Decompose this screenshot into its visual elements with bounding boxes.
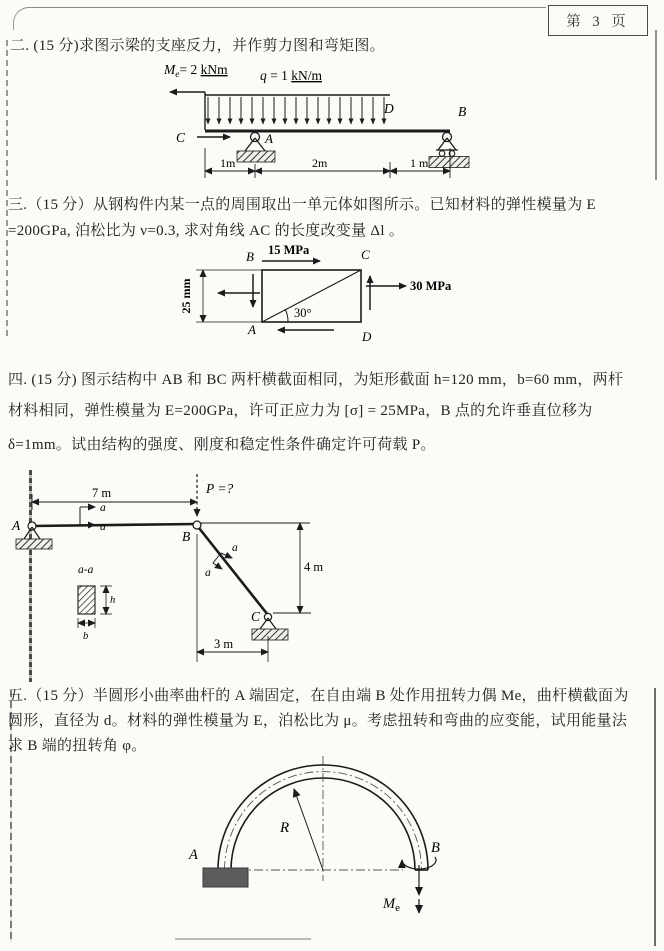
problem3-line2: =200GPa, 泊松比为 ν=0.3, 求对角线 AC 的长度改变量 Δl 。 bbox=[8, 223, 405, 239]
label-B: B bbox=[182, 529, 191, 544]
dim-2m: 2m bbox=[312, 156, 328, 170]
diagonal-AC bbox=[262, 270, 361, 322]
curved-bar-diagram bbox=[163, 753, 508, 950]
label-A: A bbox=[248, 322, 256, 337]
label-B: B bbox=[246, 249, 254, 264]
page-number-box bbox=[548, 5, 648, 36]
radius-line bbox=[294, 789, 323, 870]
page-border-top bbox=[13, 7, 546, 30]
problem4-line2: 材料相同，弹性模量为 E=200GPa，许可正应力为 [σ] = 25MPa，B 点的允许垂直位移为 bbox=[8, 403, 593, 419]
dim-7m: 7 m bbox=[92, 486, 112, 500]
page-border-right-upper bbox=[655, 30, 657, 180]
label-C: C bbox=[251, 609, 261, 624]
sec-h-label: h bbox=[110, 595, 116, 606]
problem5-line3: 求 B 端的扭转角 φ。 bbox=[8, 738, 147, 754]
load-label: q = 1 kN/m bbox=[260, 68, 323, 83]
label-D: D bbox=[362, 329, 372, 344]
torque-label: $M_e$ bbox=[383, 896, 400, 914]
section-b-dim bbox=[78, 618, 95, 628]
label-C: C bbox=[176, 130, 186, 145]
problem2-title: 二. (15 分)求图示梁的支座反力，并作剪力图和弯矩图。 bbox=[10, 38, 385, 54]
label-B: B bbox=[431, 840, 440, 856]
top-stress-label: 15 MPa bbox=[268, 243, 310, 257]
angle-label: 30° bbox=[294, 306, 312, 320]
page-border-right-lower bbox=[654, 688, 656, 946]
label-A: A bbox=[189, 847, 198, 863]
problem5-text bbox=[8, 684, 629, 755]
label-B: B bbox=[458, 104, 467, 119]
load-label: P =? bbox=[206, 481, 234, 496]
beam-diagram bbox=[148, 58, 520, 186]
section-title: a-a bbox=[78, 564, 94, 576]
scan-streak-left-upper bbox=[6, 40, 8, 340]
angle-arc bbox=[285, 309, 288, 322]
problem5-line1: 五.（15 分）半圆形小曲率曲杆的 A 端固定，在自由端 B 处作用扭转力偶 Me，曲杆横截面为 bbox=[8, 688, 629, 704]
problem4-line1: 四. (15 分) 图示结构中 AB 和 BC 两杆横截面相同，为矩形截面 h=120 mm，b=60 mm，两杆 bbox=[8, 372, 624, 388]
problem4-line3: δ=1mm。试由结构的强度、刚度和稳定性条件确定许可荷载 P。 bbox=[8, 437, 436, 453]
dim-1m: 1m bbox=[220, 156, 236, 170]
section-marks-AB bbox=[80, 507, 95, 525]
section-mark-a2: a bbox=[100, 521, 106, 533]
moment-label: $M_e= 2$ kNm bbox=[164, 62, 228, 80]
support-B bbox=[429, 133, 469, 168]
problem4-text bbox=[8, 368, 623, 454]
label-C: C bbox=[361, 247, 370, 262]
dim-1m-right: 1 m bbox=[410, 156, 429, 170]
label-A: A bbox=[12, 518, 21, 533]
distributed-load-arrows bbox=[208, 97, 384, 124]
radius-label: R bbox=[280, 820, 290, 836]
problem5-line2: 圆形，直径为 d。材料的弹性模量为 E，泊松比为 μ。考虑扭转和弯曲的应变能，试用能量法 bbox=[8, 713, 628, 729]
stress-element-diagram bbox=[168, 243, 468, 361]
right-stress-label: 30 MPa bbox=[410, 279, 452, 293]
section-mark-a3: a bbox=[232, 542, 238, 554]
problem3-line1: 三.（15 分）从钢构件内某一点的周围取出一单元体如图所示。已知材料的弹性模量为 E bbox=[8, 197, 597, 213]
height-dimension bbox=[196, 270, 262, 322]
bar-AB bbox=[32, 524, 197, 526]
problem3-text bbox=[8, 193, 596, 245]
sec-b-label: b bbox=[83, 631, 89, 642]
section-mark-a1: a bbox=[100, 502, 106, 514]
fixed-support-A bbox=[203, 868, 248, 887]
dim-3m: 3 m bbox=[214, 637, 234, 651]
structure-diagram bbox=[8, 468, 353, 683]
section-detail-rect bbox=[78, 586, 95, 614]
section-mark-a4: a bbox=[205, 567, 211, 579]
height-dim-label: 25 mm bbox=[179, 278, 193, 314]
label-D: D bbox=[384, 101, 394, 116]
label-A: A bbox=[265, 131, 273, 146]
page-number: 第 3 页 bbox=[566, 14, 630, 30]
dim-4m: 4 m bbox=[304, 560, 324, 574]
